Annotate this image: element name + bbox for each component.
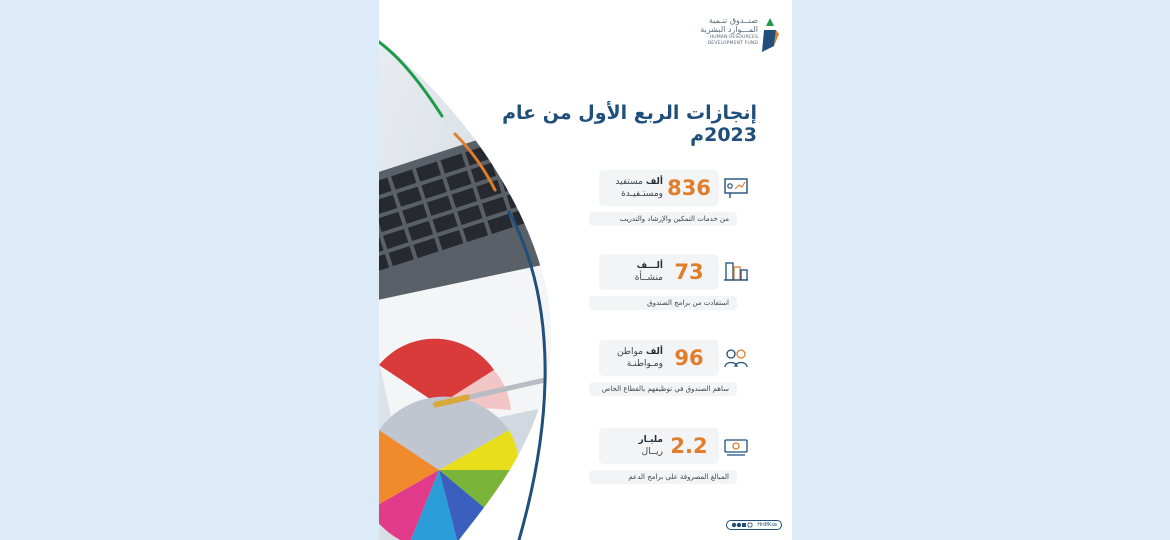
logo-english-name [682, 35, 758, 47]
stat-value: 836 [667, 176, 711, 200]
stat-unit-line2: ومـواطنـة [626, 359, 663, 369]
hrdf-logo [682, 16, 782, 56]
stat-description: استفادت من برامج الصندوق [589, 296, 737, 310]
money-icon [723, 436, 749, 458]
stat-unit [601, 434, 663, 458]
social-media-icons [731, 522, 753, 528]
page-title: إنجازات الربع الأول من عام 2023م [502, 102, 757, 146]
infographic-card [379, 0, 792, 540]
buildings-icon [723, 259, 749, 281]
stat-unit-rest: مواطن [616, 347, 646, 357]
social-handle-badge[interactable] [726, 520, 782, 530]
stat-unit-line2: منشــأة [634, 273, 663, 283]
logo-en-line2: DEVELOPMENT FUND [707, 41, 758, 46]
stat-unit [601, 176, 663, 200]
stat-unit-line2: ومستـفيـدة [621, 189, 663, 199]
stat-unit-bold: ألف [645, 177, 663, 187]
logo-arabic-name [682, 16, 758, 34]
stat-unit [601, 260, 663, 284]
stat-value: 73 [674, 260, 704, 284]
stat-unit-line2: ريــال [641, 447, 663, 457]
stat-value: 96 [674, 346, 704, 370]
training-board-icon [723, 177, 749, 199]
stat-description: المبالغ المصروفة على برامج الدعم [589, 470, 737, 484]
logo-mark-icon [760, 16, 780, 54]
logo-ar-line1: صنــدوق تنـمية [708, 16, 758, 25]
stat-description: من خدمات التمكين والإرشاد والتدريب [589, 212, 737, 226]
stat-unit-rest: مستفيد [615, 177, 646, 187]
citizens-icon [723, 347, 749, 369]
stat-unit [601, 346, 663, 370]
stat-unit-bold: ألـــف [636, 261, 663, 271]
logo-en-line1: HUMAN RESOURCES [709, 35, 758, 40]
social-handle: HrdfKsa [757, 522, 777, 528]
stat-unit-bold: ألف [645, 347, 663, 357]
stat-description: ساهم الصندوق في توظيفهم بالقطاع الخاص [589, 382, 737, 396]
stat-unit-bold: مليـار [638, 435, 663, 445]
stat-value: 2.2 [670, 434, 708, 458]
logo-ar-line2: المـــوارد البشرية [700, 25, 758, 34]
